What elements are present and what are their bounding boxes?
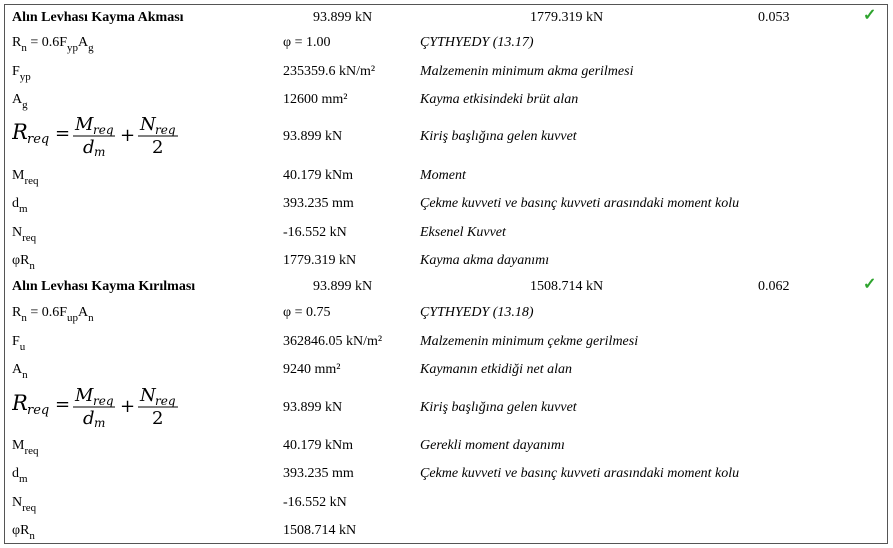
value: 1779.319 kN — [283, 253, 357, 268]
symbol: $R_n = 0.6F_{up}A_n$ — [12, 305, 94, 324]
symbol: $F_u$ — [12, 334, 26, 353]
symbol: $R_n = 0.6F_{yp}A_g$ — [12, 35, 94, 54]
equals-sign: = — [55, 123, 71, 144]
description: Çekme kuvveti ve basınç kuvveti arasındaki moment kolu — [420, 466, 740, 481]
formula-num1-sub: req — [93, 123, 114, 137]
formula — [12, 111, 182, 155]
value: 235359.6 kN/m² — [283, 64, 376, 79]
plus-sign: + — [120, 125, 136, 146]
symbol: $M_{req}$ — [12, 168, 39, 187]
description: Kiriş başlığına gelen kuvvet — [420, 400, 577, 415]
formula-den1-sub: m — [94, 145, 106, 157]
description: Eksenel Kuvvet — [420, 225, 506, 240]
formula-lhs: R — [12, 120, 28, 144]
description: Kaymanın etkidiği net alan — [420, 362, 573, 377]
section-title: Alın Levhası Kayma Akması — [12, 10, 184, 25]
value: 12600 mm² — [283, 92, 348, 107]
value: 40.179 kNm — [283, 438, 353, 453]
symbol: $N_{req}$ — [12, 495, 37, 514]
check-icon: ✓ — [863, 276, 877, 293]
description: Malzemenin minimum çekme gerilmesi — [420, 334, 639, 349]
value: 1508.714 kN — [283, 523, 357, 538]
description: Kayma akma dayanımı — [420, 253, 550, 268]
formula-row — [5, 382, 887, 428]
description: Kayma etkisindeki brüt alan — [420, 92, 579, 107]
section-title: Alın Levhası Kayma Kırılması — [12, 279, 196, 294]
value: 40.179 kNm — [283, 168, 353, 183]
description: Gerekli moment dayanımı — [420, 438, 565, 453]
equals-sign: = — [55, 394, 71, 415]
plus-sign: + — [120, 396, 136, 417]
formula-den2: 2 — [152, 408, 164, 428]
check-icon: ✓ — [863, 7, 877, 24]
description: Çekme kuvveti ve basınç kuvveti arasındaki moment kolu — [420, 196, 740, 211]
formula — [12, 382, 182, 426]
value: φ = 1.00 — [283, 35, 331, 50]
symbol: $A_g$ — [12, 92, 28, 111]
calculation-sheet — [4, 4, 888, 544]
symbol: $d_m$ — [12, 196, 28, 215]
value: 93.899 kN — [283, 129, 343, 144]
formula-num1: M — [75, 385, 94, 406]
formula-num2-sub: req — [155, 394, 176, 408]
symbol: $\varphi R_n$ — [12, 253, 35, 272]
formula-lhs: R — [12, 391, 28, 415]
symbol: $\varphi R_n$ — [12, 523, 35, 542]
formula-den2: 2 — [152, 137, 164, 157]
formula-lhs-sub: req — [27, 403, 50, 418]
symbol: $A_n$ — [12, 362, 28, 381]
capacity-value: 1779.319 kN — [530, 10, 604, 25]
value: 9240 mm² — [283, 362, 341, 377]
formula-den1: d — [83, 408, 95, 428]
symbol: $N_{req}$ — [12, 225, 37, 244]
description: Malzemenin minimum akma gerilmesi — [420, 64, 634, 79]
description: ÇYTHYEDY (13.18) — [420, 305, 534, 320]
formula-row — [5, 111, 887, 157]
value: -16.552 kN — [283, 495, 347, 510]
symbol: $M_{req}$ — [12, 438, 39, 457]
symbol: $d_m$ — [12, 466, 28, 485]
ratio-value: 0.053 — [758, 10, 790, 25]
symbol: $F_{yp}$ — [12, 64, 31, 83]
formula-num2-sub: req — [155, 123, 176, 137]
description: Moment — [420, 168, 466, 183]
demand-value: 93.899 kN — [313, 279, 373, 294]
value: -16.552 kN — [283, 225, 347, 240]
formula-den1-sub: m — [94, 416, 106, 428]
formula-den1: d — [83, 137, 95, 157]
value: 393.235 mm — [283, 196, 354, 211]
description: ÇYTHYEDY (13.17) — [420, 35, 534, 50]
formula-lhs-sub: req — [27, 132, 50, 147]
formula-num2: N — [140, 114, 156, 135]
formula-num1-sub: req — [93, 394, 114, 408]
demand-value: 93.899 kN — [313, 10, 373, 25]
value: φ = 0.75 — [283, 305, 331, 320]
ratio-value: 0.062 — [758, 279, 790, 294]
value: 393.235 mm — [283, 466, 354, 481]
formula-num2: N — [140, 385, 156, 406]
value: 362846.05 kN/m² — [283, 334, 383, 349]
formula-num1: M — [75, 114, 94, 135]
capacity-value: 1508.714 kN — [530, 279, 604, 294]
description: Kiriş başlığına gelen kuvvet — [420, 129, 577, 144]
value: 93.899 kN — [283, 400, 343, 415]
